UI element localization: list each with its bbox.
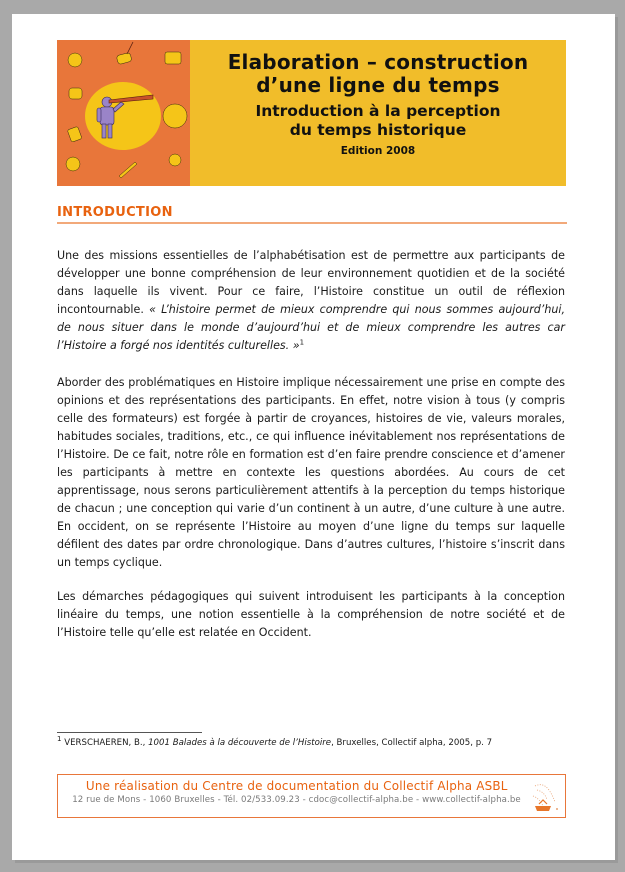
paragraph-3: Les démarches pédagogiques qui suivent introduisent les participants à la conception linéaire du temps, une notion essentielle à la compréhension de notre société et de l’Histoire telle qu’elle est relatée en Occident. <box>57 590 565 639</box>
document-subtitle <box>190 102 566 140</box>
footnote-number: 1 <box>57 735 62 744</box>
paragraph-1-quote: « L’histoire permet de mieux comprendre qui nous sommes aujourd’hui, de nous situer dans le monde d’aujourd’hui et de mieux comprendre les autres car l’Histoire a forgé nos identités culturelles. » <box>57 303 565 352</box>
footnote-reference[interactable]: 1 <box>299 338 305 347</box>
footnote <box>57 735 567 748</box>
footnote-separator <box>57 732 202 733</box>
footer-contact-line: 12 rue de Mons - 1060 Bruxelles - Tél. 02/533.09.23 - cdoc@collectif-alpha.be - www.collectif-alpha.be <box>72 795 521 805</box>
footnote-book-title: 1001 Balades à la découverte de l’Histoire <box>148 738 332 748</box>
paragraph-1 <box>57 247 565 355</box>
footer-credit-line: Une réalisation du Centre de documentation du Collectif Alpha ASBL <box>85 779 508 793</box>
edition-label: Edition 2008 <box>340 145 416 157</box>
collectif-alpha-logo-icon <box>529 780 561 814</box>
document-title <box>190 51 566 97</box>
footnote-author: VERSCHAEREN, B., <box>64 738 149 748</box>
footnote-publication: , Bruxelles, Collectif alpha, 2005, p. 7 <box>331 738 493 748</box>
subtitle-line-1: Introduction à la perception <box>255 102 501 120</box>
title-line-2: d’une ligne du temps <box>256 73 500 97</box>
cover-illustration <box>57 40 190 186</box>
paragraph-1-text: Une des missions essentielles de l’alphabétisation est de permettre aux participants de développer une bonne compréhension de leur environnement quotidien et de la société dans laquelle ils vivent. Pour ce faire, l’Histoire constitue un outil de réflexion incontournable. <box>57 249 565 316</box>
person-with-telescope-icon <box>57 40 190 186</box>
section-heading: INTRODUCTION <box>57 205 567 224</box>
footer-credits <box>57 774 566 818</box>
title-line-1: Elaboration – construction <box>227 50 529 74</box>
subtitle-line-2: du temps historique <box>289 121 467 139</box>
title-banner <box>190 40 566 186</box>
paragraph-2: Aborder des problématiques en Histoire implique nécessairement une prise en compte des opinions et des représentations des participants. En effet, notre vision à tous (y compris celle des formateurs) est forgée à partir de croyances, histoires de vie, valeurs morales, habitudes sociales, traditions, etc., ce qui influence inévitablement nos représentations de l’Histoire. De ce fait, notre rôle en formation est d’en faire prendre conscience et d’amener les participants à mettre en contexte les questions abordées. Au cours de cet apprentissage, nous serons particulièrement attentifs à la perception du temps historique de chacun ; une conception qui varie d’un continent à un autre, d’une culture à une autre. En occident, on se représente l’Histoire au moyen d’une ligne du temps sur laquelle défilent des dates par ordre chronologique. Dans d’autres cultures, l’histoire s’inscrit dans un temps cyclique. <box>57 376 565 569</box>
